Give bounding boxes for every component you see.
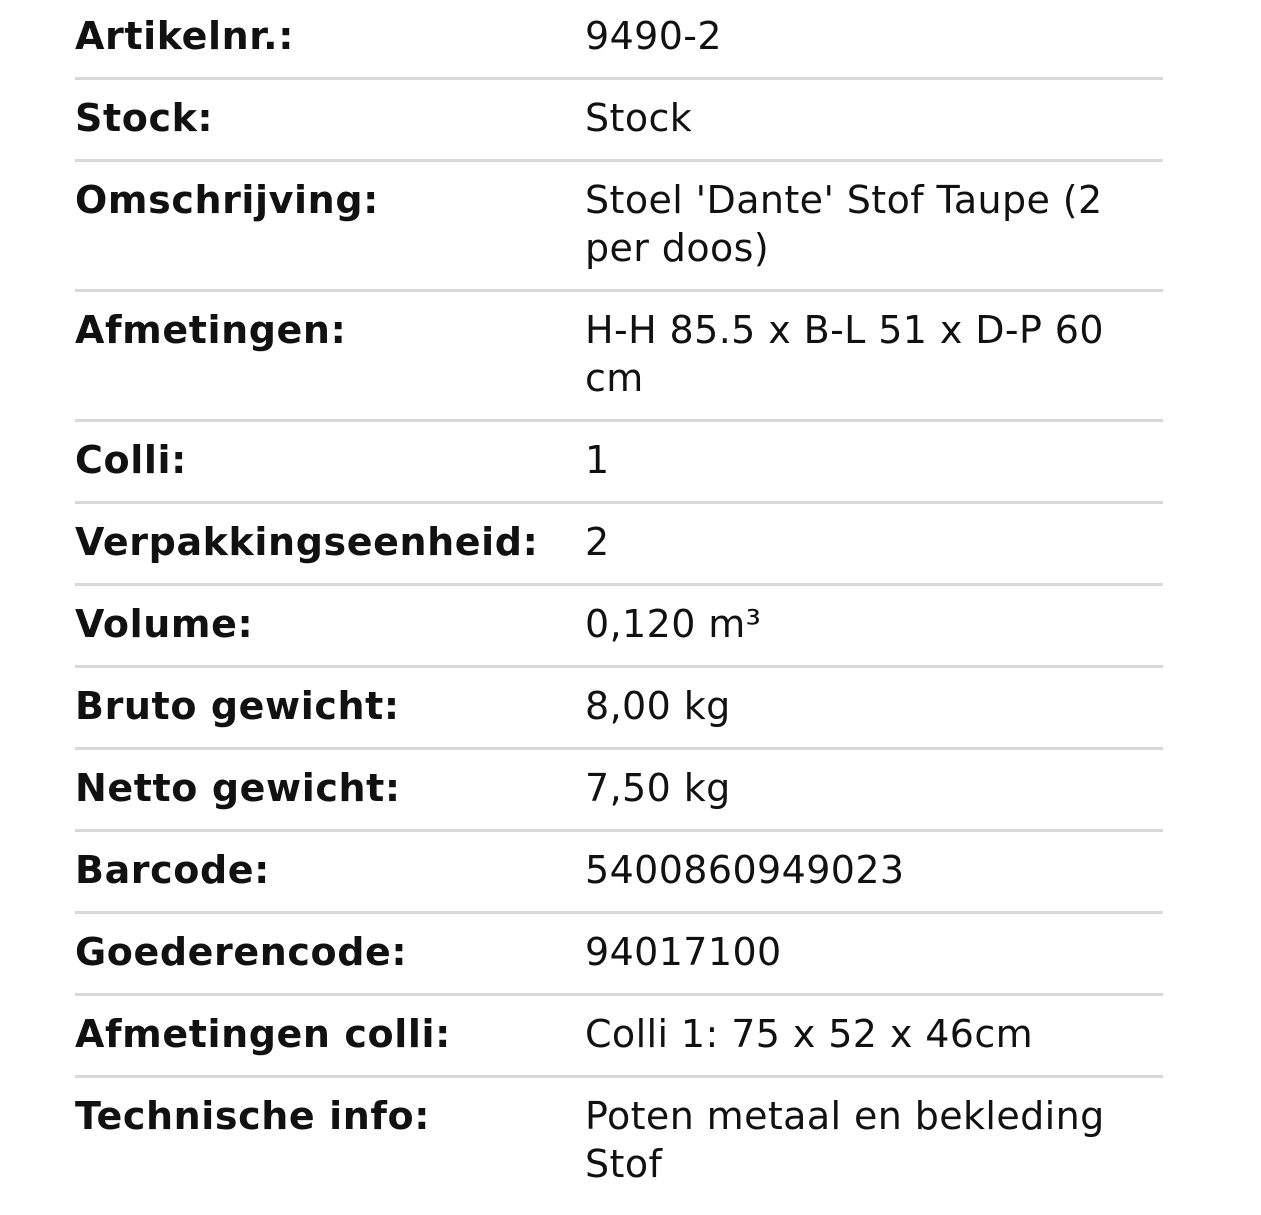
spec-value: H-H 85.5 x B-L 51 x D-P 60 cm	[585, 291, 1163, 421]
spec-label: Artikelnr.:	[75, 0, 585, 79]
spec-row-artikelnr	[75, 0, 1163, 79]
spec-row-omschrijving	[75, 161, 1163, 291]
spec-label: Colli:	[75, 421, 585, 503]
spec-value: 5400860949023	[585, 831, 1163, 913]
spec-label: Bruto gewicht:	[75, 667, 585, 749]
spec-value: 8,00 kg	[585, 667, 1163, 749]
spec-row-afmetingen-colli	[75, 995, 1163, 1077]
spec-value: Poten metaal en bekleding Stof	[585, 1094, 1105, 1186]
spec-table-body	[75, 0, 1163, 1205]
spec-value: 1	[585, 421, 1163, 503]
product-spec-table	[75, 0, 1163, 1205]
spec-row-technische-info	[75, 1077, 1163, 1206]
spec-label: Verpakkingseenheid:	[75, 503, 585, 585]
spec-row-barcode	[75, 831, 1163, 913]
spec-label: Omschrijving:	[75, 161, 585, 291]
spec-row-netto-gewicht	[75, 749, 1163, 831]
spec-value: 94017100	[585, 913, 1163, 995]
spec-label: Stock:	[75, 79, 585, 161]
spec-label: Afmetingen colli:	[75, 995, 585, 1077]
spec-value: 0,120 m³	[585, 585, 1163, 667]
spec-value: 7,50 kg	[585, 749, 1163, 831]
spec-label: Technische info:	[75, 1094, 431, 1138]
spec-row-volume	[75, 585, 1163, 667]
spec-label: Barcode:	[75, 831, 585, 913]
spec-label: Volume:	[75, 585, 585, 667]
spec-row-colli	[75, 421, 1163, 503]
spec-label: Afmetingen:	[75, 291, 585, 421]
spec-row-stock	[75, 79, 1163, 161]
spec-row-bruto-gewicht	[75, 667, 1163, 749]
spec-value: 9490-2	[585, 0, 1163, 79]
spec-label: Goederencode:	[75, 913, 585, 995]
spec-label: Netto gewicht:	[75, 749, 585, 831]
spec-row-afmetingen	[75, 291, 1163, 421]
spec-row-verpakkingseenheid	[75, 503, 1163, 585]
spec-value: Stoel 'Dante' Stof Taupe (2 per doos)	[585, 161, 1163, 291]
spec-value: Colli 1: 75 x 52 x 46cm	[585, 995, 1163, 1077]
spec-row-goederencode	[75, 913, 1163, 995]
spec-value: Stock	[585, 79, 1163, 161]
spec-value: 2	[585, 503, 1163, 585]
